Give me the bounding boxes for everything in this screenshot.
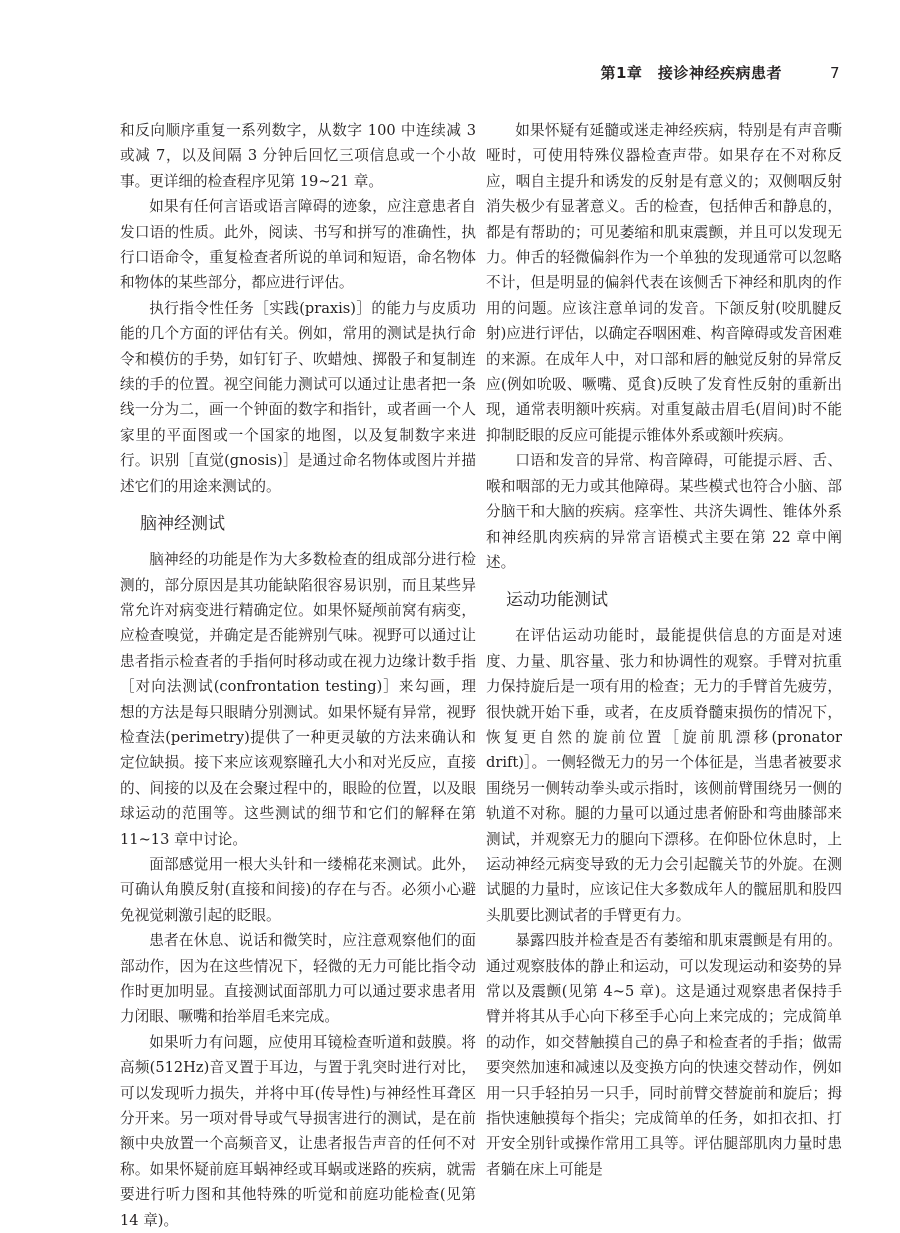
- paragraph-continued: 和反向顺序重复一系列数字，从数字 100 中连续减 3 或减 7，以及间隔 3 分钟后回忆三项信息或一个小故事。更详细的检查程序见第 19~21 章。: [120, 122, 476, 190]
- paragraph-cranial-nerves: 脑神经的功能是作为大多数检查的组成部分进行检测的，部分原因是其功能缺陷很容易识别，而且某些异常允许对病变进行精确定位。如果怀疑颅前窝有病变，应检查嗅觉，并确定是否能辨别气味。视野可以通过让患者指示检查者的手指何时移动或在视力边缘计数手指［对向法测试(confrontation testing)］来勾画，理想的方法是每只眼睛分别测试。如果怀疑有异常，视野检查法(perimetry)提供了一种更灵敏的方法来确认和定位缺损。接下来应该观察瞳孔大小和对光反应，直接的、间接的以及在会聚过程中的，眼睑的位置，以及眼球运动的范围等。这些测试的细节和它们的解释在第 11~13 章中讨论。: [120, 551, 476, 848]
- paragraph-speech: 口语和发音的异常、构音障碍，可能提示唇、舌、喉和咽部的无力或其他障碍。某些模式也符合小脑、部分脑干和大脑的疾病。痉挛性、共济失调性、锥体外系和神经肌肉疾病的异常言语模式主要在第 22 章中阐述。: [486, 452, 842, 571]
- paragraph-facial-movement: 患者在休息、说话和微笑时，应注意观察他们的面部动作，因为在这些情况下，轻微的无力可能比指令动作时更加明显。直接测试面部肌力可以通过要求患者用力闭眼、噘嘴和抬举眉毛来完成。: [120, 932, 476, 1026]
- chapter-title: 第1章 接诊神经疾病患者: [600, 64, 782, 82]
- right-column: [486, 118, 842, 1182]
- left-column: [120, 118, 476, 1233]
- page-number: 7: [829, 64, 840, 82]
- paragraph-language: 如果有任何言语或语言障碍的迹象，应注意患者自发口语的性质。此外，阅读、书写和拼写的准确性，执行口语命令，重复检查者所说的单词和短语，命名物体和物体的某些部分，都应进行评估。: [120, 198, 476, 292]
- section-heading-cranial-nerves: 脑神经测试: [140, 514, 225, 535]
- paragraph-limb-exam: 暴露四肢并检查是否有萎缩和肌束震颤是有用的。通过观察肢体的静止和运动，可以发现运动和姿势的异常以及震颤(见第 4~5 章)。这是通过观察患者保持手臂并将其从手心向下移至手心向上来完成的；完成简单的动作，如交替触摸自己的鼻子和检查者的手指；做需要突然加速和减速以及变换方向的快速交替动作，例如用一只手轻拍另一只手，同时前臂交替旋前和旋后；拇指快速触摸每个指尖；完成简单的任务，如扣衣扣、打开安全别针或操作常用工具等。评估腿部肌肉力量时患者躺在床上可能是: [486, 932, 842, 1178]
- running-head: [601, 62, 841, 83]
- section-heading-motor-function: 运动功能测试: [506, 590, 608, 611]
- paragraph-motor-strength: 在评估运动功能时，最能提供信息的方面是对速度、力量、肌容量、张力和协调性的观察。手臂对抗重力保持旋后是一项有用的检查；无力的手臂首先疲劳，很快就开始下垂，或者，在皮质脊髓束损伤的情况下，恢复更自然的旋前位置［旋前肌漂移(pronator drift)］。一侧轻微无力的另一个体征是，当患者被要求围绕另一侧转动拳头或示指时，该侧前臂围绕另一侧的轨道不对称。腿的力量可以通过患者俯卧和弯曲膝部来测试，并观察无力的腿向下漂移。在仰卧位休息时，上运动神经元病变导致的无力会引起髋关节的外旋。在测试腿的力量时，应该记住大多数成年人的髋屈肌和股四头肌要比测试者的手臂更有力。: [486, 627, 842, 924]
- paragraph-facial-sensation: 面部感觉用一根大头针和一缕棉花来测试。此外，可确认角膜反射(直接和间接)的存在与否。必须小心避免视觉刺激引起的眨眼。: [120, 855, 476, 924]
- paragraph-hearing: 如果听力有问题，应使用耳镜检查听道和鼓膜。将高频(512Hz)音叉置于耳边，与置于乳突时进行对比，可以发现听力损失，并将中耳(传导性)与神经性耳聋区分开来。另一项对骨导或气导损害进行的测试，是在前额中央放置一个高频音叉，让患者报告声音的任何不对称。如果怀疑前庭耳蜗神经或耳蜗或迷路的疾病，就需要进行听力图和其他特殊的听觉和前庭功能检查(见第 14 章)。: [120, 1033, 476, 1229]
- paragraph-bulbar: 如果怀疑有延髓或迷走神经疾病，特别是有声音嘶哑时，可使用特殊仪器检查声带。如果存在不对称反应，咽自主提升和诱发的反射是有意义的；双侧咽反射消失极少有显著意义。舌的检查，包括伸舌和静息的，都是有帮助的；可见萎缩和肌束震颤，并且可以发现无力。伸舌的轻微偏斜作为一个单独的发现通常可以忽略不计，但是明显的偏斜代表在该侧舌下神经和肌肉的作用的问题。应该注意单词的发音。下颌反射(咬肌腱反射)应进行评估，以确定吞咽困难、构音障碍或发音困难的来源。在成年人中，对口部和唇的触觉反射的异常反应(例如吮吸、噘嘴、觅食)反映了发育性反射的重新出现，通常表明额叶疾病。对重复敲击眉毛(眉间)时不能抑制眨眼的反应可能提示锥体外系或额叶疾病。: [486, 122, 842, 444]
- paragraph-praxis: 执行指令性任务［实践(praxis)］的能力与皮质功能的几个方面的评估有关。例如，常用的测试是执行命令和模仿的手势，如钉钉子、吹蜡烛、掷骰子和复制连续的手的位置。视空间能力测试可以通过让患者把一条线一分为二，画一个钟面的数字和指针，或者画一个人家里的平面图或一个国家的地图，以及复制数字来进行。识别［直觉(gnosis)］是通过命名物体或图片并描述它们的用途来测试的。: [120, 299, 476, 495]
